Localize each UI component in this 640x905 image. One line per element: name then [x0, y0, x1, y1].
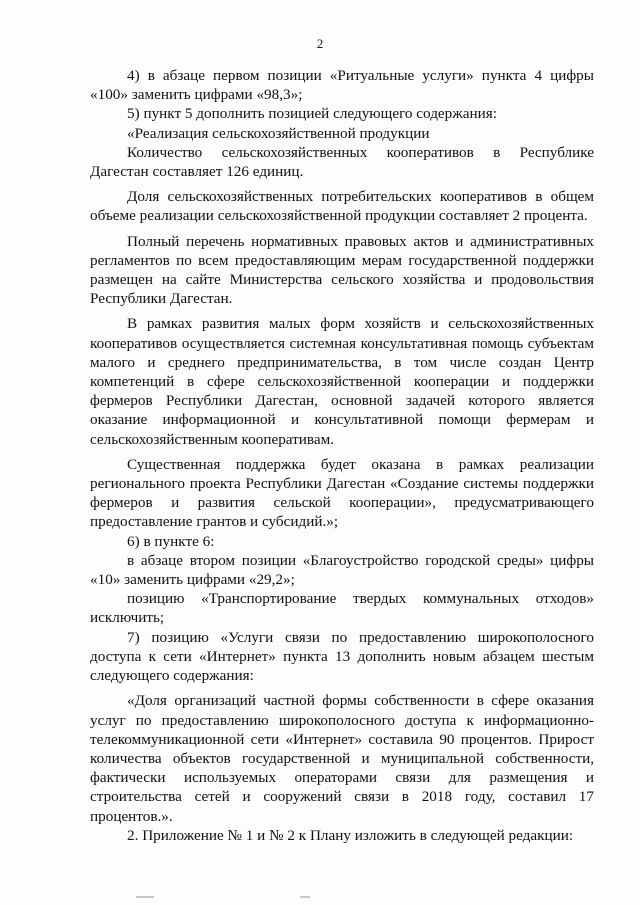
paragraph-legal-acts: Полный перечень нормативных правовых актов и административных регламентов по всем предоставляющим мерам государственной поддержки размещен на сайте Министерства сельского хозяйства и продовольствия Республики Дагестан.: [90, 232, 594, 308]
paragraph-small-farms: В рамках развития малых форм хозяйств и сельскохозяйственных кооперативов осуществляется системная консультативная помощь субъектам малого и среднего предпринимательства, в том числе создан Центр компетенций в сфере сельскохозяйственной кооперации и поддержки фермеров Республики Дагестан, основной задачей которого является оказание информационной и консультативной помощи фермерам и сельскохозяйственным кооперативам.: [90, 315, 594, 448]
paragraph-position-title: «Реализация сельскохозяйственной продукции: [127, 124, 430, 142]
paragraph-regional-project: Существенная поддержка будет оказана в рамках реализации регионального проекта Республики Дагестан «Создание системы поддержки фермеров и развития сельской кооперации», предусматривающего предоставление грантов и субсидий.»;: [90, 455, 594, 531]
scan-artifact: [136, 896, 154, 898]
paragraph-waste-transport: позицию «Транспортирование твердых коммунальных отходов» исключить;: [90, 590, 594, 627]
paragraph-item-6: 6) в пункте 6:: [127, 532, 215, 550]
paragraph-item-5: 5) пункт 5 дополнить позицией следующего содержания:: [127, 105, 497, 123]
paragraph-cooperatives-share: Доля сельскохозяйственных потребительских кооперативов в общем объеме реализации сельскохозяйственной продукции составляет 2 процента.: [90, 188, 594, 225]
paragraph-item-4: 4) в абзаце первом позиции «Ритуальные услуги» пункта 4 цифры «100» заменить цифрами «98,3»;: [90, 67, 594, 104]
paragraph-item-7: 7) позицию «Услуги связи по предоставлению широкополосного доступа к сети «Интернет» пункта 13 дополнить новым абзацем шестым следующего содержания:: [90, 628, 594, 685]
page-number: 2: [316, 36, 324, 51]
paragraph-urban-environment: в абзаце втором позиции «Благоустройство городской среды» цифры «10» заменить цифрами «29,2»;: [90, 551, 594, 589]
document-body: [90, 66, 594, 845]
scan-artifact: [300, 896, 310, 898]
paragraph-cooperatives-count: Количество сельскохозяйственных кооперативов в Республике Дагестан составляет 126 единиц.: [90, 143, 594, 181]
paragraph-broadband-share: «Доля организаций частной формы собственности в сфере оказания услуг по предоставлению широкополосного доступа к информационно-телекоммуникационной сети «Интернет» составила 90 процентов. Прирост количества объектов государственной и муниципальной собственности, фактически используемых операторами связи для размещения и строительства сетей и сооружений связи в 2018 году, составил 17 процентов.».: [90, 692, 594, 825]
paragraph-appendix: 2. Приложение № 1 и № 2 к Плану изложить в следующей редакции:: [127, 826, 574, 844]
